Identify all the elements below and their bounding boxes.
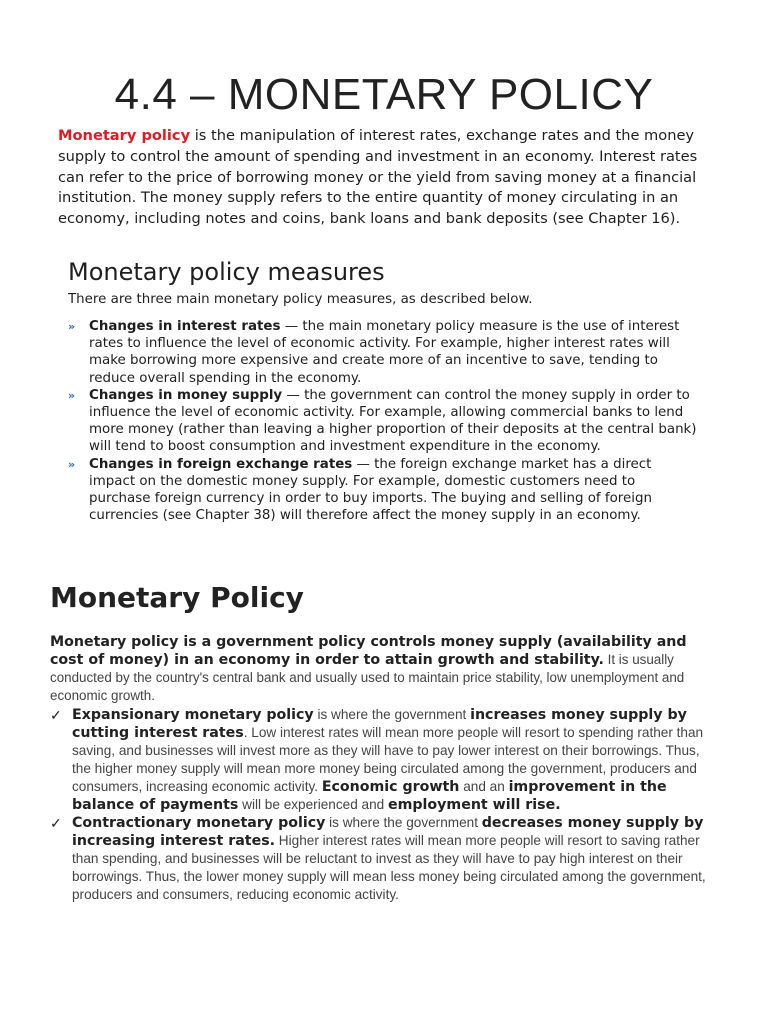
measure-item bbox=[68, 318, 698, 387]
page-title: 4.4 – MONETARY POLICY bbox=[114, 70, 654, 119]
expansionary-t2: . Low interest rates will mean more people will resort to spending rather than saving, and businesses will invest more as they will have to pay lower interest on their borrowings. Thus, the higher money supply will mean more money being circulated among the government, producers and consumers, increasing economic activity. bbox=[72, 725, 704, 794]
measures-intro: There are three main monetary policy measures, as described below. bbox=[68, 292, 533, 307]
contractionary-b1: Contractionary monetary policy bbox=[72, 815, 326, 831]
intro-paragraph bbox=[58, 126, 698, 230]
lead-bold: Monetary policy is a government policy controls money supply (availability and cost of money) in an economy in order to attain growth and stability. bbox=[50, 634, 687, 668]
checkmark-icon: ✓ bbox=[50, 707, 62, 723]
measure-text: — the foreign exchange market has a direct impact on the domestic money supply. For example, domestic customers need to purchase foreign currency in order to buy imports. The buying and selling of foreign currencies (see Chapter 38) will therefore affect the money supply in an economy. bbox=[89, 456, 652, 524]
lead-paragraph bbox=[50, 633, 720, 705]
measures-list bbox=[68, 318, 698, 524]
measure-title: Changes in interest rates bbox=[89, 319, 281, 334]
expansionary-t3: and an bbox=[459, 779, 509, 794]
lead-text: It is usually conducted by the country's central bank and usually used to maintain price stability, low unemployment and economic growth. bbox=[50, 652, 685, 703]
policy-item-expansionary bbox=[50, 706, 720, 814]
measure-item bbox=[68, 387, 698, 456]
contractionary-t1: is where the government bbox=[325, 815, 482, 830]
measure-text: — the main monetary policy measure is the use of interest rates to influence the level of economic activity. For example, higher interest rates will make borrowing more expensive and create more of an incentive to save, tending to reduce overall spending in the economy. bbox=[89, 319, 680, 386]
double-chevron-bullet-icon: » bbox=[68, 320, 76, 333]
measure-title: Changes in foreign exchange rates bbox=[89, 456, 353, 472]
expansionary-t1: is where the government bbox=[313, 707, 471, 722]
measure-item bbox=[68, 456, 698, 525]
checkmark-icon: ✓ bbox=[50, 815, 62, 831]
contractionary-t2: Higher interest rates will mean more people will resort to saving rather than spending, and businesses will be reluctant to invest as they will have to pay high interest on their borrowings. Thus, the lower money supply will mean less money being circulated among the government, producers and consumers, reducing economic activity. bbox=[72, 833, 706, 902]
policy-item-contractionary bbox=[50, 814, 720, 904]
section-heading: Monetary Policy bbox=[50, 581, 304, 614]
policy-list bbox=[50, 706, 720, 904]
measure-title: Changes in money supply bbox=[89, 387, 283, 403]
double-chevron-bullet-icon: » bbox=[68, 457, 76, 471]
measure-text: — the government can control the money supply in order to influence the level of economic activity. For example, allowing commercial banks to lend more money (rather than leaving a higher proportion of their deposits at the central bank) will tend to boost consumption and investment expenditure in the economy. bbox=[89, 387, 697, 455]
expansionary-b1: Expansionary monetary policy bbox=[72, 707, 314, 723]
expansionary-b3: Economic growth bbox=[321, 779, 460, 795]
expansionary-t4: will be experienced and bbox=[238, 797, 388, 812]
double-chevron-bullet-icon: » bbox=[68, 388, 76, 402]
intro-text: is the manipulation of interest rates, exchange rates and the money supply to control the amount of spending and investment in an economy. Interest rates can refer to the price of borrowing money or the yield from saving money at a financial institution. The money supply refers to the entire quantity of money circulating in an economy, including notes and coins, bank loans and bank deposits (see Chapter 16). bbox=[58, 127, 698, 228]
measures-heading: Monetary policy measures bbox=[68, 258, 385, 286]
intro-term: Monetary policy bbox=[58, 127, 191, 144]
contractionary-b2: decreases money supply by increasing interest rates. bbox=[72, 815, 704, 849]
expansionary-b2: increases money supply by cutting interest rates bbox=[72, 707, 687, 741]
expansionary-b5: employment will rise. bbox=[388, 797, 561, 813]
expansionary-b4: improvement in the balance of payments bbox=[72, 779, 667, 813]
